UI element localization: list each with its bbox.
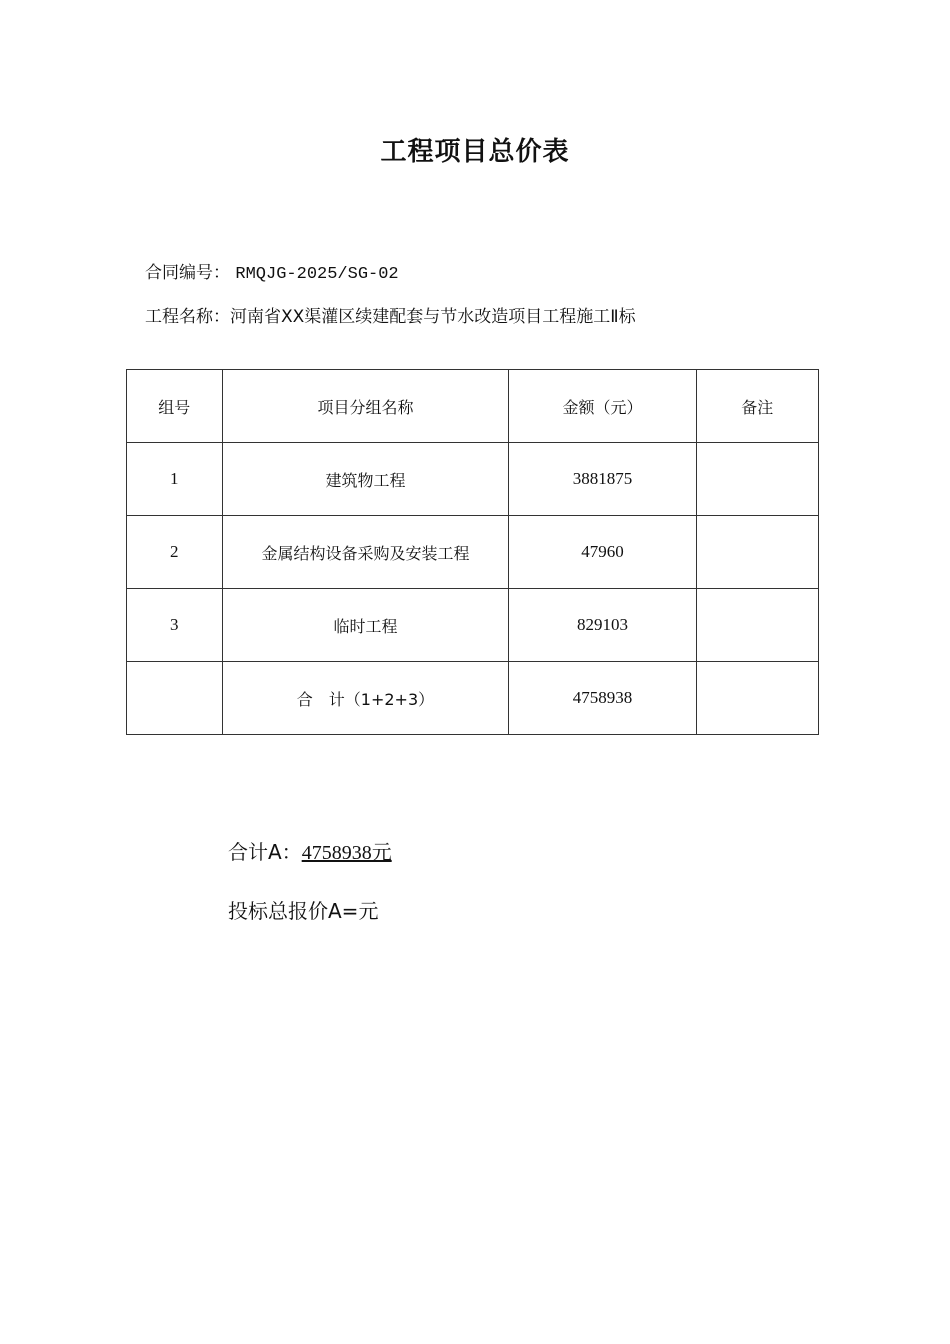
cell-amount: 47960 xyxy=(509,516,696,589)
cell-note xyxy=(696,443,818,516)
header-amount: 金额（元） xyxy=(509,370,696,443)
header-group-name: 项目分组名称 xyxy=(222,370,509,443)
bid-total-line: 投标总报价A=元 xyxy=(228,899,379,923)
table-row xyxy=(127,443,819,516)
contract-number-label: 合同编号： xyxy=(145,263,230,283)
cell-group-name: 临时工程 xyxy=(222,589,509,662)
page-title: 工程项目总价表 xyxy=(380,137,570,167)
total-value: 4758938元 xyxy=(301,842,392,864)
cell-total-amount: 4758938 xyxy=(509,662,696,735)
contract-number xyxy=(145,258,399,284)
project-name xyxy=(145,302,636,327)
project-name-value: 河南省XX渠灌区续建配套与节水改造项目工程施工Ⅱ标 xyxy=(230,307,636,327)
contract-number-value: RMQJG-2025/SG-02 xyxy=(235,265,399,284)
cell-total-label: 合 计（1+2+3） xyxy=(222,662,509,735)
cell-group-name: 建筑物工程 xyxy=(222,443,509,516)
table-row xyxy=(127,589,819,662)
cell-note xyxy=(696,662,818,735)
header-group-no: 组号 xyxy=(127,370,223,443)
cell-note xyxy=(696,516,818,589)
table-header-row xyxy=(127,370,819,443)
project-name-label: 工程名称： xyxy=(145,307,230,327)
total-line xyxy=(228,836,392,865)
cell-group-no: 1 xyxy=(127,443,223,516)
cell-group-no: 3 xyxy=(127,589,223,662)
table-total-row xyxy=(127,662,819,735)
price-summary-table xyxy=(126,369,819,735)
cell-note xyxy=(696,589,818,662)
cell-amount: 829103 xyxy=(509,589,696,662)
cell-group-name: 金属结构设备采购及安装工程 xyxy=(222,516,509,589)
cell-group-no xyxy=(127,662,223,735)
total-label: 合计A： xyxy=(228,840,302,864)
cell-amount: 3881875 xyxy=(509,443,696,516)
table-row xyxy=(127,516,819,589)
header-note: 备注 xyxy=(696,370,818,443)
cell-group-no: 2 xyxy=(127,516,223,589)
